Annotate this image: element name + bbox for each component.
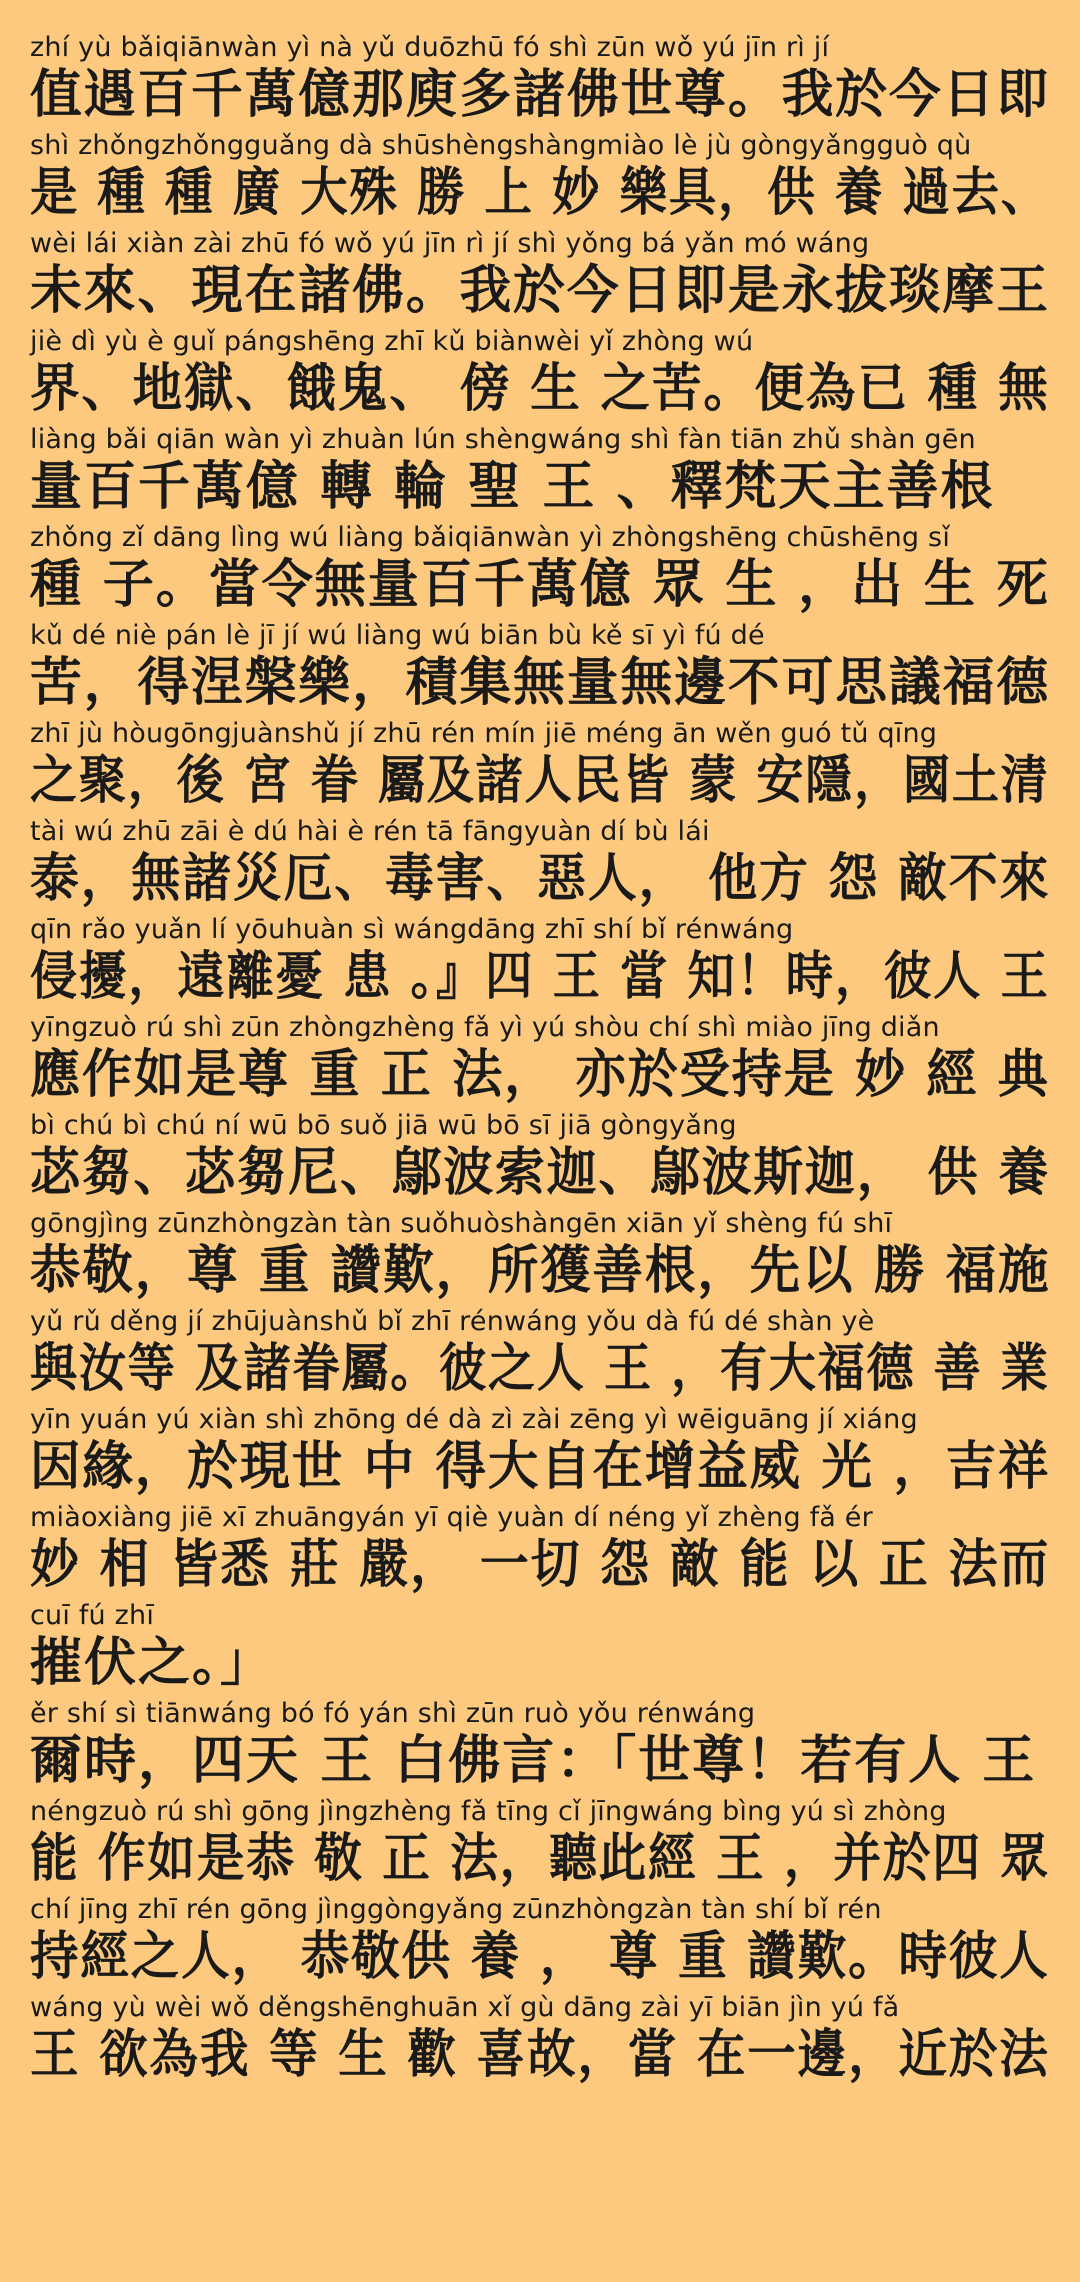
pinyin-row: chí jīng zhī rén gōng jìnggòngyǎng zūnzhòngzàn tàn shí bǐ rén (30, 1894, 882, 1925)
pinyin-row: liàng bǎi qiān wàn yì zhuàn lún shèngwáng shì fàn tiān zhǔ shàn gēn (30, 424, 976, 455)
pinyin-row: gōngjìng zūnzhòngzàn tàn suǒhuòshàngēn xiān yǐ shèng fú shī (30, 1208, 893, 1239)
text-line-16 (30, 1502, 1050, 1596)
text-line-3 (30, 228, 1050, 322)
hanzi-row: 因緣，於現世 中 得大自在增益威 光 ，吉祥 (30, 1437, 1051, 1497)
hanzi-row: 泰，無諸災厄、毒害、惡人， 他方 怨 敵不來 (30, 849, 1051, 909)
pinyin-row: zhī jù hòugōngjuànshǔ jí zhū rén mín jiē méng ān wěn guó tǔ qīng (30, 718, 938, 749)
text-line-15 (30, 1404, 1050, 1498)
text-line-21 (30, 1992, 1050, 2086)
pinyin-row: yīn yuán yú xiàn shì zhōng dé dà zì zài zēng yì wēiguāng jí xiáng (30, 1404, 918, 1435)
text-line-12 (30, 1110, 1050, 1204)
hanzi-row: 是 種 種 廣 大殊 勝 上 妙 樂具，供 養 過去、 (30, 163, 1051, 223)
hanzi-row: 未來、現在諸佛。我於今日即是永拔琰摩王 (30, 261, 1051, 321)
text-line-18 (30, 1698, 1050, 1792)
hanzi-row: 值遇百千萬億那庾多諸佛世尊。我於今日即 (30, 65, 1051, 125)
hanzi-row: 能 作如是恭 敬 正 法，聽此經 王 ，并於四 眾 (30, 1829, 1050, 1889)
text-line-9 (30, 816, 1050, 910)
hanzi-row: 之聚，後 宮 眷 屬及諸人民皆 蒙 安隱，國土清 (30, 751, 1050, 811)
text-line-1 (30, 32, 1050, 126)
text-line-7 (30, 620, 1050, 714)
pinyin-row: yīngzuò rú shì zūn zhòngzhèng fǎ yì yú shòu chí shì miào jīng diǎn (30, 1012, 940, 1043)
hanzi-row: 摧伏之。」 (30, 1633, 275, 1693)
pinyin-row: néngzuò rú shì gōng jìngzhèng fǎ tīng cǐ jīngwáng bìng yú sì zhòng (30, 1796, 947, 1827)
pinyin-row: shì zhǒngzhǒngguǎng dà shūshèngshàngmiào lè jù gòngyǎngguò qù (30, 130, 972, 161)
text-line-4 (30, 326, 1050, 420)
text-line-2 (30, 130, 1050, 224)
pinyin-row: cuī fú zhī (30, 1600, 155, 1631)
text-line-10 (30, 914, 1050, 1008)
hanzi-row: 苾芻、苾芻尼、鄔波索迦、鄔波斯迦， 供 養 (30, 1143, 1051, 1203)
hanzi-row: 妙 相 皆悉 莊 嚴， 一切 怨 敵 能 以 正 法而 (30, 1535, 1051, 1595)
pinyin-row: wáng yù wèi wǒ děngshēnghuān xǐ gù dāng zài yī biān jìn yú fǎ (30, 1992, 900, 2023)
text-line-11 (30, 1012, 1050, 1106)
hanzi-row: 恭敬，尊 重 讚歎，所獲善根，先以 勝 福施 (30, 1241, 1051, 1301)
pinyin-row: wèi lái xiàn zài zhū fó wǒ yú jīn rì jí shì yǒng bá yǎn mó wáng (30, 228, 870, 259)
pinyin-row: qīn rǎo yuǎn lí yōuhuàn sì wángdāng zhī shí bǐ rénwáng (30, 914, 794, 945)
text-line-5 (30, 424, 1050, 518)
text-line-6 (30, 522, 1050, 616)
hanzi-row: 侵擾，遠離憂 患 。』四 王 當 知！時，彼人 王 (30, 947, 1050, 1007)
hanzi-row: 量百千萬億 轉 輪 聖 王 、釋梵天主善根 (30, 457, 995, 517)
text-line-8 (30, 718, 1050, 812)
pinyin-row: bì chú bì chú ní wū bō suǒ jiā wū bō sī jiā gòngyǎng (30, 1110, 737, 1141)
hanzi-row: 與汝等 及諸眷屬。彼之人 王 ，有大福德 善 業 (30, 1339, 1050, 1399)
pinyin-row: tài wú zhū zāi è dú hài è rén tā fāngyuàn dí bù lái (30, 816, 710, 847)
pinyin-row: jiè dì yù è guǐ pángshēng zhī kǔ biànwèi yǐ zhòng wú (30, 326, 754, 357)
text-line-14 (30, 1306, 1050, 1400)
text-line-13 (30, 1208, 1050, 1302)
hanzi-row: 種 子。當令無量百千萬億 眾 生 ，出 生 死 (30, 555, 1050, 615)
pinyin-row: zhí yù bǎiqiānwàn yì nà yǔ duōzhū fó shì zūn wǒ yú jīn rì jí (30, 32, 830, 63)
hanzi-row: 界、地獄、餓鬼、 傍 生 之苦。便為已 種 無 (30, 359, 1050, 419)
text-line-20 (30, 1894, 1050, 1988)
pinyin-row: ěr shí sì tiānwáng bó fó yán shì zūn ruò yǒu rénwáng (30, 1698, 756, 1729)
text-line-19 (30, 1796, 1050, 1890)
hanzi-row: 爾時，四天 王 白佛言：「世尊！若有人 王 (30, 1731, 1037, 1791)
pinyin-row: kǔ dé niè pán lè jī jí wú liàng wú biān bù kě sī yì fú dé (30, 620, 765, 651)
hanzi-row: 王 欲為我 等 生 歡 喜故，當 在一邊，近於法 (30, 2025, 1050, 2085)
pinyin-row: yǔ rǔ děng jí zhūjuànshǔ bǐ zhī rénwáng yǒu dà fú dé shàn yè (30, 1306, 875, 1337)
hanzi-row: 持經之人， 恭敬供 養 ， 尊 重 讚歎。時彼人 (30, 1927, 1050, 1987)
text-line-17 (30, 1600, 1050, 1694)
pinyin-row: zhǒng zǐ dāng lìng wú liàng bǎiqiānwàn yì zhòngshēng chūshēng sǐ (30, 522, 951, 553)
hanzi-row: 應作如是尊 重 正 法， 亦於受持是 妙 經 典 (30, 1045, 1050, 1105)
pinyin-row: miàoxiàng jiē xī zhuāngyán yī qiè yuàn dí néng yǐ zhèng fǎ ér (30, 1502, 873, 1533)
hanzi-row: 苦，得涅槃樂，積集無量無邊不可思議福德 (30, 653, 1051, 713)
